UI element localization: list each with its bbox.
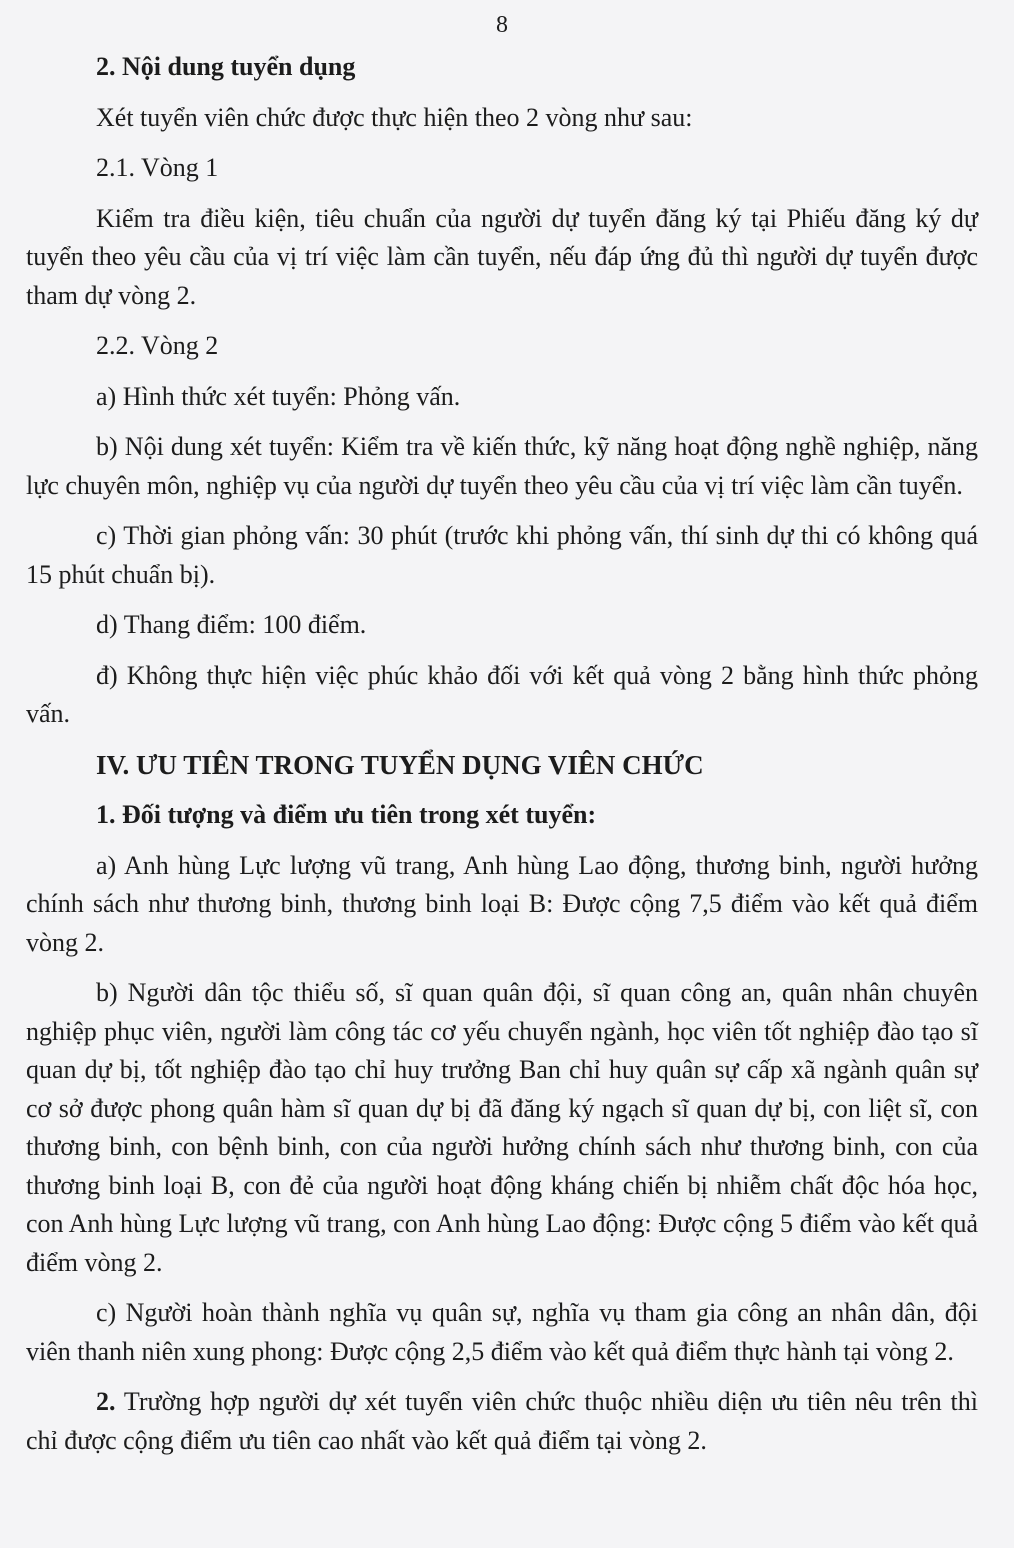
round-2-item-a: a) Hình thức xét tuyển: Phỏng vấn. [96, 381, 461, 411]
intro-paragraph: Xét tuyển viên chức được thực hiện theo 2 vòng như sau: [96, 102, 693, 132]
section-4-1-heading: 1. Đối tượng và điểm ưu tiên trong xét tuyển: [96, 800, 597, 829]
round-1-paragraph: Kiểm tra điều kiện, tiêu chuẩn của người dự tuyển đăng ký tại Phiếu đăng ký dự tuyển theo yêu cầu của vị trí việc làm cần tuyển, nếu đáp ứng đủ thì người dự tuyển được tham dự vòng 2. [26, 203, 978, 310]
priority-rule-2-paragraph [26, 1383, 978, 1460]
section-4-heading: IV. ƯU TIÊN TRONG TUYỂN DỤNG VIÊN CHỨC [96, 749, 704, 780]
section-2-heading: 2. Nội dung tuyển dụng [96, 52, 356, 81]
round-2-item-c: c) Thời gian phỏng vấn: 30 phút (trước khi phỏng vấn, thí sinh dự thi có không quá 15 phút chuẩn bị). [26, 521, 978, 589]
priority-item-b: b) Người dân tộc thiểu số, sĩ quan quân đội, sĩ quan công an, quân nhân chuyên nghiệp phục viên, người làm công tác cơ yếu chuyển ngành, học viên tốt nghiệp đào tạo sĩ quan dự bị, tốt nghiệp đào tạo chỉ huy trưởng Ban chỉ huy quân sự cấp xã ngành quân sự cơ sở được phong quân hàm sĩ quan dự bị đã đăng ký ngạch sĩ quan dự bị, con liệt sĩ, con thương binh, con bệnh binh, con của người hưởng chính sách như thương binh, con của thương binh loại B, con đẻ của người hoạt động kháng chiến bị nhiễm chất độc hóa học, con Anh hùng Lực lượng vũ trang, con Anh hùng Lao động: Được cộng 5 điểm vào kết quả điểm vòng 2. [26, 978, 978, 1277]
round-2-heading: 2.2. Vòng 2 [96, 331, 219, 360]
round-2-item-b: b) Nội dung xét tuyển: Kiểm tra về kiến thức, kỹ năng hoạt động nghề nghiệp, năng lực chuyên môn, nghiệp vụ của người dự tuyển theo yêu cầu của vị trí việc làm cần tuyển. [26, 432, 978, 500]
page-number: 8 [496, 12, 508, 38]
round-1-heading: 2.1. Vòng 1 [96, 153, 219, 182]
priority-item-a: a) Anh hùng Lực lượng vũ trang, Anh hùng Lao động, thương binh, người hưởng chính sách như thương binh, thương binh loại B: Được cộng 7,5 điểm vào kết quả điểm vòng 2. [26, 850, 978, 957]
priority-rule-2-text: Trường hợp người dự xét tuyển viên chức thuộc nhiều diện ưu tiên nêu trên thì chỉ được cộng điểm ưu tiên cao nhất vào kết quả điểm tại vòng 2. [26, 1387, 978, 1455]
priority-rule-2-number: 2. [96, 1387, 116, 1416]
round-2-item-dd: đ) Không thực hiện việc phúc khảo đối với kết quả vòng 2 bằng hình thức phỏng vấn. [26, 660, 978, 728]
priority-item-c: c) Người hoàn thành nghĩa vụ quân sự, nghĩa vụ tham gia công an nhân dân, đội viên thanh niên xung phong: Được cộng 2,5 điểm vào kết quả điểm thực hành tại vòng 2. [26, 1298, 978, 1366]
round-2-item-d: d) Thang điểm: 100 điểm. [96, 610, 367, 639]
